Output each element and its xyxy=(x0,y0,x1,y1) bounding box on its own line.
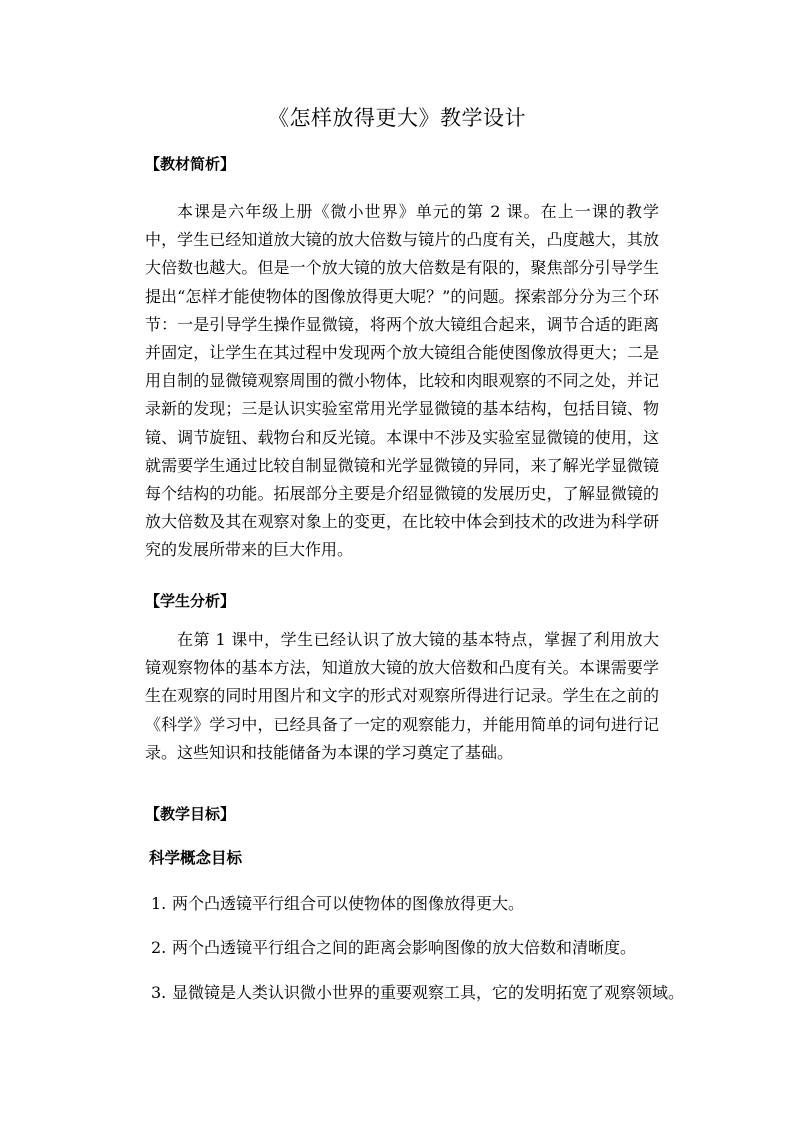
document-title: 《怎样放得更大》教学设计 xyxy=(268,106,526,130)
list-item-number: 2. xyxy=(151,938,167,957)
list-item-text: 两个凸透镜平行组合之间的距离会影响图像的放大倍数和清晰度。 xyxy=(172,938,637,957)
section-heading-textbook-analysis: 【教材简析】 xyxy=(145,155,236,173)
subheading-science-concept-goals: 科学概念目标 xyxy=(149,849,243,867)
section-paragraph-textbook-analysis: 本课是六年级上册《微小世界》单元的第 2 课。在上一课的教学中，学生已经知道放大镜的放大倍数与镜片的凸度有关，凸度越大，其放大倍数也越大。但是一个放大镜的放大倍数是有限的，聚焦部分引导学生提出“怎样才能使物体的图像放得更大呢？”的问题。探索部分分为三个环节：一是引导学生操作显微镜，将两个放大镜组合起来，调节合适的距离并固定，让学生在其过程中发现两个放大镜组合能使图像放得更大；二是用自制的显微镜观察周围的微小物体，比较和肉眼观察的不同之处，并记录新的发现；三是认识实验室常用光学显微镜的基本结构，包括目镜、物镜、调节旋钮、载物台和反光镜。本课中不涉及实验室显微镜的使用，这就需要学生通过比较自制显微镜和光学显微镜的异同，来了解光学显微镜每个结构的功能。拓展部分主要是介绍显微镜的发展历史，了解显微镜的放大倍数及其在观察对象上的变更，在比较中体会到技术的改进为科学研究的发展所带来的巨大作用。 xyxy=(145,202,659,560)
list-item-text: 显微镜是人类认识微小世界的重要观察工具，它的发明拓宽了观察领域。 xyxy=(172,983,685,1002)
list-item xyxy=(151,981,685,1005)
list-item-text: 两个凸透镜平行组合可以使物体的图像放得更大。 xyxy=(172,894,525,913)
section-paragraph-student-analysis: 在第 1 课中，学生已经认识了放大镜的基本特点，掌握了利用放大镜观察物体的基本方法，知道放大镜的放大倍数和凸度有关。本课需要学生在观察的同时用图片和文字的形式对观察所得进行记录。学生在之前的《科学》学习中，已经具备了一定的观察能力，并能用简单的词句进行记录。这些知识和技能储备为本课的学习奠定了基础。 xyxy=(145,630,659,762)
section-heading-student-analysis: 【学生分析】 xyxy=(145,592,236,610)
list-item-number: 1. xyxy=(151,894,167,913)
list-item xyxy=(151,892,671,916)
list-item xyxy=(151,936,671,960)
list-item-number: 3. xyxy=(151,983,167,1002)
section-heading-teaching-goals: 【教学目标】 xyxy=(145,805,236,823)
